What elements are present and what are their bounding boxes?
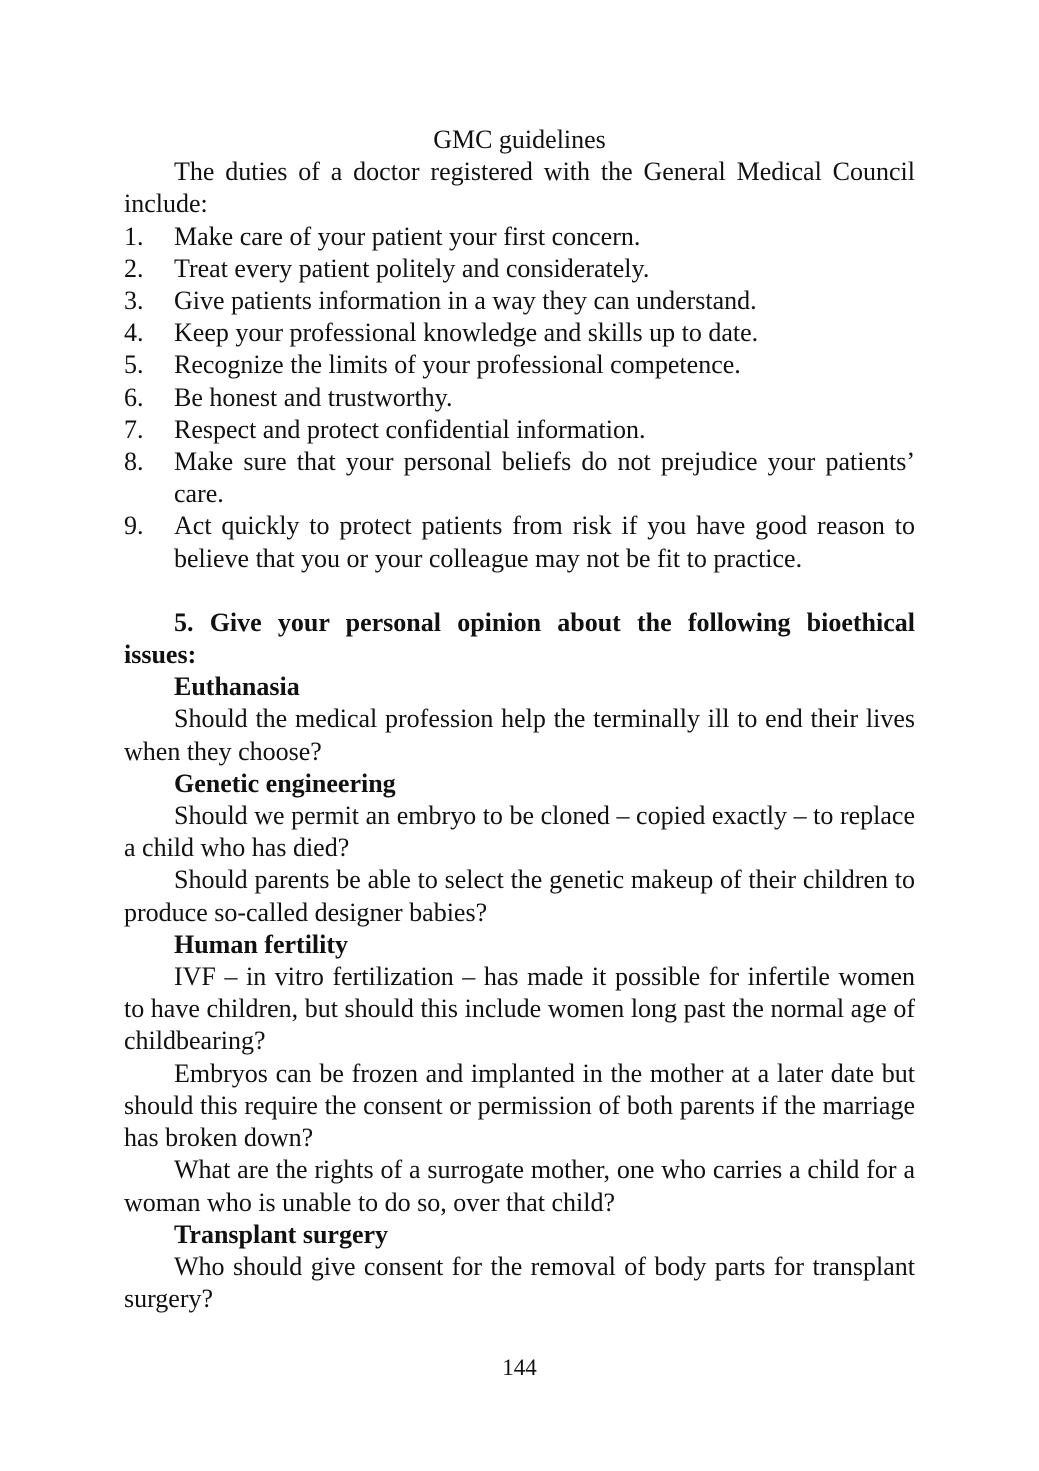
subheading-transplant-surgery: Transplant surgery: [174, 1219, 389, 1249]
list-text: Be honest and trustworthy.: [174, 382, 453, 412]
task-heading: 5. Give your personal opinion about the following bioethical issues:: [124, 607, 915, 670]
list-text: Recognize the limits of your professional competence.: [174, 350, 741, 380]
list-number: 3.: [124, 286, 144, 316]
list-item: [124, 382, 915, 414]
list-text: Treat every patient politely and considerately.: [174, 253, 650, 283]
list-item: [124, 221, 915, 253]
list-item: [124, 317, 915, 349]
list-text: Keep your professional knowledge and skills up to date.: [174, 318, 759, 348]
list-number: 6.: [124, 382, 144, 412]
list-number: 9.: [124, 511, 144, 541]
paragraph: Embryos can be frozen and implanted in the mother at a later date but should this require the consent or permission of both parents if the marriage has broken down?: [124, 1058, 915, 1153]
list-item: [124, 446, 915, 510]
paragraph: IVF – in vitro fertilization – has made it possible for infertile women to have children, but should this include women long past the normal age of childbearing?: [124, 962, 915, 1056]
paragraph: Who should give consent for the removal of body parts for transplant surgery?: [124, 1251, 915, 1314]
list-text: Make sure that your personal beliefs do not prejudice your patients’ care.: [174, 447, 915, 509]
list-item: [124, 414, 915, 446]
list-text: Make care of your patient your first concern.: [174, 221, 641, 251]
duties-list: [124, 221, 915, 575]
list-number: 8.: [124, 447, 144, 477]
intro-paragraph: The duties of a doctor registered with the General Medical Council include:: [124, 157, 915, 219]
subheading-genetic-engineering: Genetic engineering: [174, 768, 396, 798]
paragraph: Should we permit an embryo to be cloned – copied exactly – to replace a child who has died?: [124, 801, 915, 863]
list-number: 4.: [124, 318, 144, 348]
list-item: [124, 285, 915, 317]
list-number: 7.: [124, 414, 144, 444]
list-text: Act quickly to protect patients from risk if you have good reason to believe that you or your colleague may not be fit to practice.: [174, 511, 915, 573]
list-number: 1.: [124, 221, 144, 251]
blank-line: [124, 575, 915, 607]
page-number: 144: [502, 1355, 537, 1380]
list-number: 2.: [124, 253, 144, 283]
list-text: Respect and protect confidential information.: [174, 414, 646, 444]
list-text: Give patients information in a way they can understand.: [174, 286, 757, 316]
subheading-human-fertility: Human fertility: [174, 929, 349, 959]
list-item: [124, 253, 915, 285]
list-item: [124, 510, 915, 574]
paragraph: What are the rights of a surrogate mother, one who carries a child for a woman who is unable to do so, over that child?: [124, 1155, 915, 1217]
list-item: [124, 349, 915, 381]
list-number: 5.: [124, 350, 144, 380]
page-content: [124, 124, 915, 1315]
subheading-euthanasia: Euthanasia: [174, 672, 300, 702]
section-title: GMC guidelines: [433, 125, 606, 154]
paragraph: Should the medical profession help the terminally ill to end their lives when they choose?: [124, 704, 915, 766]
paragraph: Should parents be able to select the genetic makeup of their children to produce so-called designer babies?: [124, 865, 915, 927]
